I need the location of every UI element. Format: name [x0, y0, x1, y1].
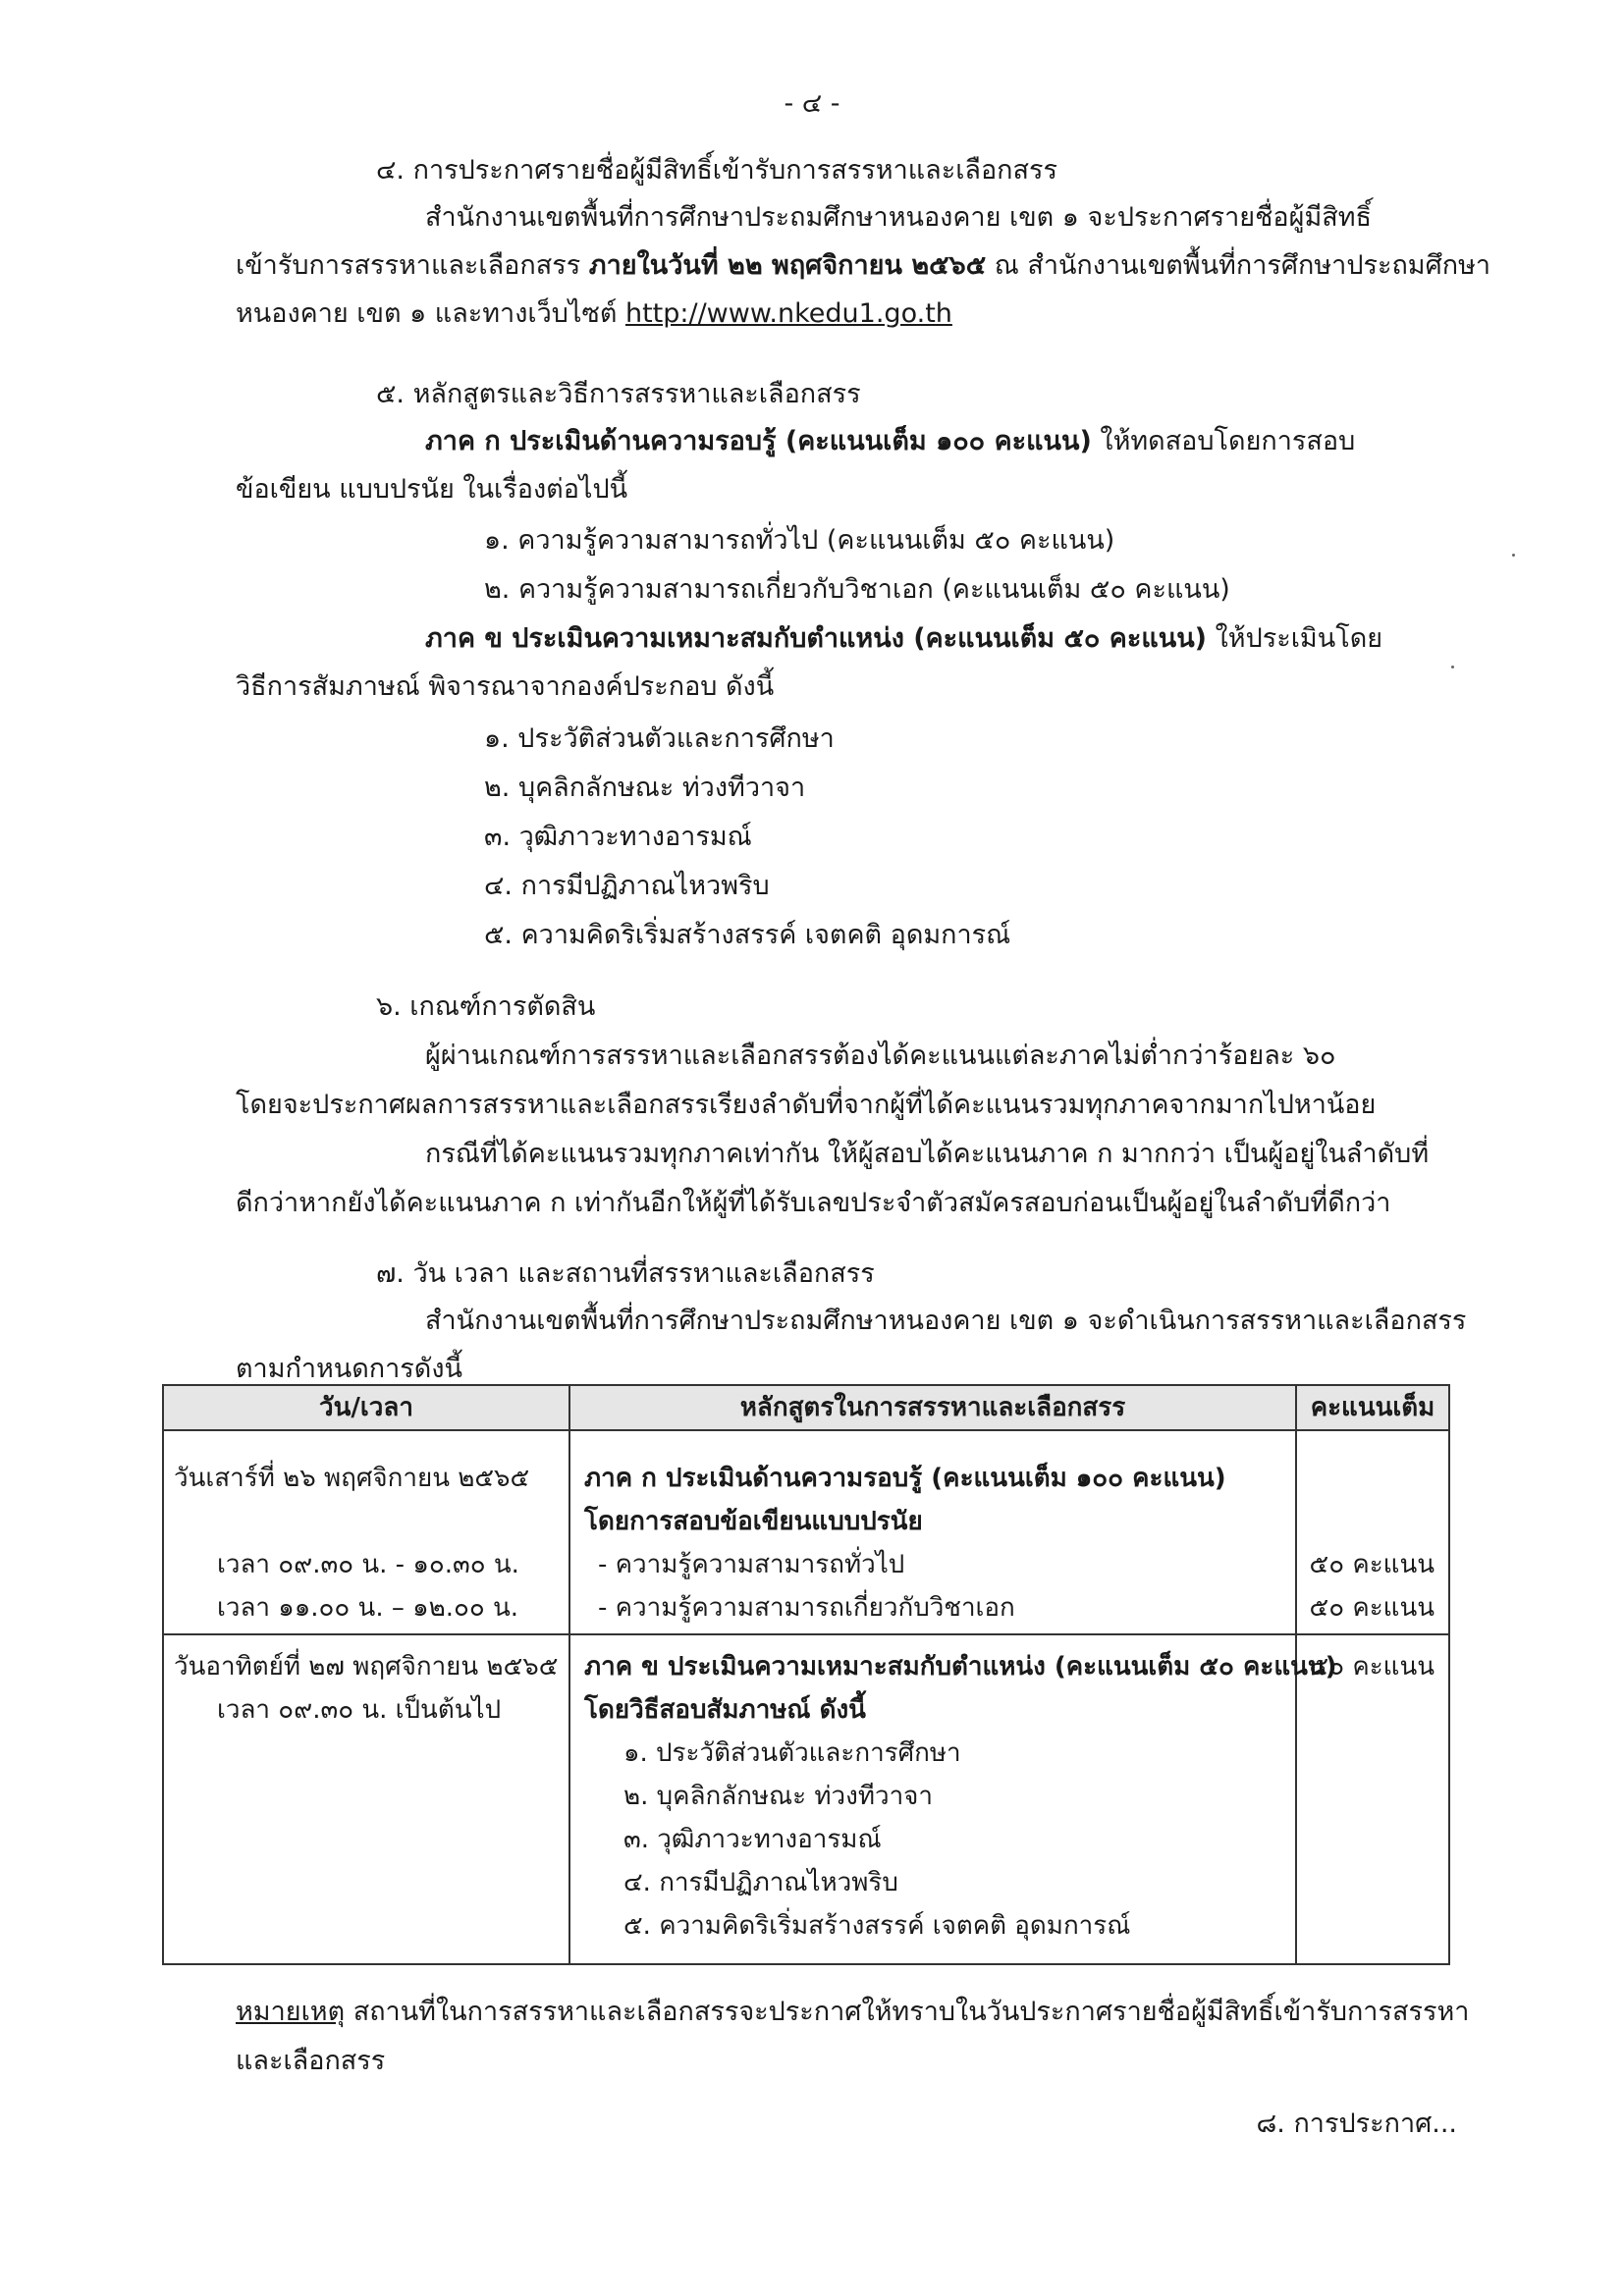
row2-item5: ๕. ความคิดริเริ่มสร้างสรรค์ เจตคติ อุดมการณ์	[623, 1911, 1131, 1941]
note-label: หมายเหตุ	[236, 1997, 346, 2027]
page-number: - ๔ -	[784, 88, 840, 119]
section5-partB-line	[425, 625, 1382, 652]
continuation-text: ๘. การประกาศ...	[1256, 2109, 1457, 2139]
row2-curriculum-cell	[569, 1634, 1337, 1964]
section4-line3-pre: หนองคาย เขต ๑ และทางเว็บไซต์	[236, 298, 625, 329]
section4-heading: ๔. การประกาศรายชื่อผู้มีสิทธิ์เข้ารับการสรรหาและเลือกสรร	[376, 155, 1058, 186]
section6-line2: โดยจะประกาศผลการสรรหาและเลือกสรรเรียงลำดับที่จากผู้ที่ได้คะแนนรวมทุกภาคจากมากไปหาน้อย	[236, 1090, 1377, 1120]
section6-heading: ๖. เกณฑ์การตัดสิน	[376, 991, 596, 1022]
scan-speck	[1451, 666, 1454, 668]
row1-score-cell	[1296, 1430, 1449, 1634]
partA-title: ภาค ก ประเมินด้านความรอบรู้ (คะแนนเต็ม ๑๐๐ คะแนน)	[425, 426, 1092, 456]
row1-subtitle: โดยการสอบข้อเขียนแบบปรนัย	[584, 1507, 923, 1536]
section4-deadline: ภายในวันที่ ๒๒ พฤศจิกายน ๒๕๖๕	[588, 250, 987, 281]
row1-item1: - ความรู้ความสามารถทั่วไป	[598, 1550, 905, 1579]
row2-time: เวลา ๐๙.๓๐ น. เป็นต้นไป	[217, 1695, 502, 1725]
row2-title: ภาค ข ประเมินความเหมาะสมกับตำแหน่ง (คะแนนเต็ม ๕๐ คะแนน)	[584, 1652, 1337, 1682]
section7-line2: ตามกำหนดการดังนี้	[236, 1354, 462, 1384]
section4-line1-text: สำนักงานเขตพื้นที่การศึกษาประถมศึกษาหนองคาย เขต ๑ จะประกาศรายชื่อผู้มีสิทธิ์	[425, 202, 1373, 233]
section6-line3: กรณีที่ได้คะแนนรวมทุกภาคเท่ากัน ให้ผู้สอบได้คะแนนภาค ก มากกว่า เป็นผู้อยู่ในลำดับที่	[425, 1139, 1430, 1169]
row2-score: ๕๐ คะแนน	[1309, 1652, 1435, 1682]
section4-line2-post: ณ สำนักงานเขตพื้นที่การศึกษาประถมศึกษา	[986, 250, 1491, 281]
section7-heading: ๗. วัน เวลา และสถานที่สรรหาและเลือกสรร	[376, 1258, 875, 1289]
partA-item-1: ๑. ความรู้ความสามารถทั่วไป (คะแนนเต็ม ๕๐ คะแนน)	[484, 525, 1115, 556]
website-link[interactable]: http://www.nkedu1.go.th	[624, 298, 952, 329]
row1-title: ภาค ก ประเมินด้านความรอบรู้ (คะแนนเต็ม ๑๐๐ คะแนน)	[584, 1464, 1226, 1493]
row1-datetime-cell	[163, 1430, 569, 1634]
header-full-score: คะแนนเต็ม	[1296, 1385, 1449, 1430]
section4-line2-pre: เข้ารับการสรรหาและเลือกสรร	[236, 250, 589, 281]
row1-date: วันเสาร์ที่ ๒๖ พฤศจิกายน ๒๕๖๕	[174, 1464, 530, 1493]
row2-score-cell	[1296, 1634, 1449, 1964]
partA-line2: ข้อเขียน แบบปรนัย ในเรื่องต่อไปนี้	[236, 474, 628, 505]
partB-item-4: ๔. การมีปฏิภาณไหวพริบ	[484, 871, 770, 901]
table-row	[163, 1430, 1449, 1634]
row1-curriculum-cell	[569, 1430, 1296, 1634]
row2-item2: ๒. บุคลิกลักษณะ ท่วงทีวาจา	[623, 1782, 934, 1811]
partB-item-2: ๒. บุคลิกลักษณะ ท่วงทีวาจา	[484, 773, 806, 803]
row2-item3: ๓. วุฒิภาวะทางอารมณ์	[623, 1825, 882, 1854]
section5-heading: ๕. หลักสูตรและวิธีการสรรหาและเลือกสรร	[376, 379, 861, 409]
row2-datetime-cell	[163, 1634, 569, 1964]
partB-item-5: ๕. ความคิดริเริ่มสร้างสรรค์ เจตคติ อุดมการณ์	[484, 920, 1011, 950]
row1-time1: เวลา ๐๙.๓๐ น. - ๑๐.๓๐ น.	[217, 1550, 519, 1579]
section6-line1-text: ผู้ผ่านเกณฑ์การสรรหาและเลือกสรรต้องได้คะแนนแต่ละภาคไม่ต่ำกว่าร้อยละ ๖๐	[425, 1041, 1336, 1071]
partB-item-3: ๓. วุฒิภาวะทางอารมณ์	[484, 822, 752, 852]
partB-title: ภาค ข ประเมินความเหมาะสมกับตำแหน่ง (คะแนนเต็ม ๕๐ คะแนน)	[425, 623, 1207, 654]
section5-partA-line	[425, 428, 1355, 454]
row1-time2: เวลา ๑๑.๐๐ น. – ๑๒.๐๐ น.	[217, 1593, 519, 1623]
section7-line1: สำนักงานเขตพื้นที่การศึกษาประถมศึกษาหนองคาย เขต ๑ จะดำเนินการสรรหาและเลือกสรร	[425, 1306, 1467, 1336]
row2-item4: ๔. การมีปฏิภาณไหวพริบ	[623, 1868, 898, 1897]
header-datetime: วัน/เวลา	[163, 1385, 569, 1430]
schedule-table	[162, 1384, 1450, 1965]
section6-line4: ดีกว่าหากยังได้คะแนนภาค ก เท่ากันอีกให้ผู้ที่ได้รับเลขประจำตัวสมัครสอบก่อนเป็นผู้อยู่ในลำดับที่ดีกว่า	[236, 1188, 1391, 1218]
header-curriculum: หลักสูตรในการสรรหาและเลือกสรร	[569, 1385, 1296, 1430]
table-row	[163, 1634, 1449, 1964]
row1-item2: - ความรู้ความสามารถเกี่ยวกับวิชาเอก	[598, 1593, 1015, 1623]
row2-date: วันอาทิตย์ที่ ๒๗ พฤศจิกายน ๒๕๖๕	[174, 1652, 559, 1682]
section4-line2	[236, 252, 1490, 279]
row2-item1: ๑. ประวัติส่วนตัวและการศึกษา	[623, 1738, 961, 1768]
section6-line1	[425, 1042, 1448, 1069]
note-line2: และเลือกสรร	[236, 2046, 386, 2076]
note-text: สถานที่ในการสรรหาและเลือกสรรจะประกาศให้ทราบในวันประกาศรายชื่อผู้มีสิทธิ์เข้ารับการสรรหา	[345, 1997, 1470, 2027]
partB-line2: วิธีการสัมภาษณ์ พิจารณาจากองค์ประกอบ ดังนี้	[236, 671, 775, 702]
partA-item-2: ๒. ความรู้ความสามารถเกี่ยวกับวิชาเอก (คะแนนเต็ม ๕๐ คะแนน)	[484, 574, 1230, 605]
scan-speck	[1512, 554, 1515, 557]
partB-item-1: ๑. ประวัติส่วนตัวและการศึกษา	[484, 723, 835, 754]
row1-score1: ๕๐ คะแนน	[1309, 1550, 1435, 1579]
partB-rest: ให้ประเมินโดย	[1207, 623, 1383, 654]
partA-rest: ให้ทดสอบโดยการสอบ	[1091, 426, 1356, 456]
note-line1	[236, 1999, 1469, 2025]
table-header-row	[163, 1385, 1449, 1430]
section4-line3	[236, 300, 952, 327]
section4-line1	[425, 204, 1448, 231]
row1-score2: ๕๐ คะแนน	[1309, 1593, 1435, 1623]
row2-subtitle: โดยวิธีสอบสัมภาษณ์ ดังนี้	[584, 1695, 866, 1725]
